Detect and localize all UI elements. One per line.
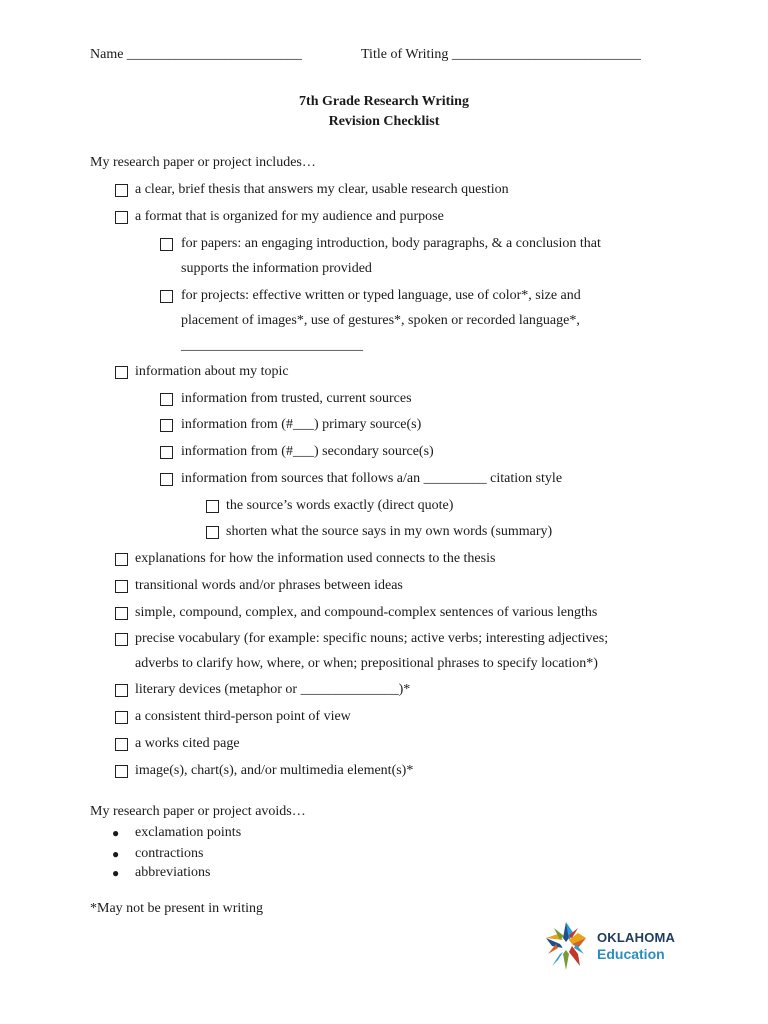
star-logo-icon bbox=[538, 918, 594, 974]
item-literary-devices: literary devices (metaphor or ______________)* bbox=[135, 682, 411, 697]
checkbox-direct-quote[interactable] bbox=[206, 500, 219, 513]
name-field-label: Name _________________________ bbox=[90, 47, 302, 62]
item-projects-continued: placement of images*, use of gestures*, spoken or recorded language*, bbox=[181, 313, 580, 328]
bullet-icon: ● bbox=[112, 847, 120, 861]
item-secondary-sources: information from (#___) secondary source(s) bbox=[181, 444, 434, 459]
checkbox-works-cited[interactable] bbox=[115, 738, 128, 751]
item-works-cited: a works cited page bbox=[135, 736, 240, 751]
item-transitional: transitional words and/or phrases between ideas bbox=[135, 578, 403, 593]
logo-line2: Education bbox=[597, 946, 665, 962]
avoid-item-exclamation: exclamation points bbox=[135, 825, 242, 840]
item-point-of-view: a consistent third-person point of view bbox=[135, 709, 351, 724]
avoid-item-abbreviations: abbreviations bbox=[135, 865, 211, 880]
checkbox-citation-style[interactable] bbox=[160, 473, 173, 486]
logo-line1: OKLAHOMA bbox=[597, 930, 676, 945]
checkbox-vocabulary[interactable] bbox=[115, 633, 128, 646]
page-subtitle: Revision Checklist bbox=[328, 114, 440, 129]
item-images: image(s), chart(s), and/or multimedia element(s)* bbox=[135, 763, 414, 778]
checkbox-summary[interactable] bbox=[206, 526, 219, 539]
checkbox-sentences[interactable] bbox=[115, 607, 128, 620]
checkbox-images[interactable] bbox=[115, 765, 128, 778]
checkbox-projects[interactable] bbox=[160, 290, 173, 303]
bullet-icon: ● bbox=[112, 866, 120, 880]
item-sentences: simple, compound, complex, and compound-complex sentences of various lengths bbox=[135, 605, 598, 620]
checkbox-primary-sources[interactable] bbox=[160, 419, 173, 432]
checkbox-papers[interactable] bbox=[160, 238, 173, 251]
item-papers-continued: supports the information provided bbox=[181, 261, 372, 276]
item-projects: for projects: effective written or typed language, use of color*, size and bbox=[181, 288, 581, 303]
checkbox-secondary-sources[interactable] bbox=[160, 446, 173, 459]
avoids-intro: My research paper or project avoids… bbox=[90, 804, 306, 819]
item-papers: for papers: an engaging introduction, body paragraphs, & a conclusion that bbox=[181, 236, 601, 251]
item-citation-style: information from sources that follows a/an _________ citation style bbox=[181, 471, 563, 486]
checkbox-thesis[interactable] bbox=[115, 184, 128, 197]
item-info-topic: information about my topic bbox=[135, 364, 289, 379]
item-primary-sources: information from (#___) primary source(s) bbox=[181, 417, 422, 432]
includes-intro: My research paper or project includes… bbox=[90, 155, 316, 170]
checkbox-trusted-sources[interactable] bbox=[160, 393, 173, 406]
bullet-icon: ● bbox=[112, 826, 120, 840]
checkbox-format[interactable] bbox=[115, 211, 128, 224]
checkbox-info-topic[interactable] bbox=[115, 366, 128, 379]
checkbox-transitional[interactable] bbox=[115, 580, 128, 593]
checkbox-literary-devices[interactable] bbox=[115, 684, 128, 697]
oklahoma-education-logo bbox=[538, 918, 683, 974]
item-vocabulary-continued: adverbs to clarify how, where, or when; prepositional phrases to specify location*) bbox=[135, 656, 598, 671]
item-direct-quote: the source’s words exactly (direct quote) bbox=[226, 498, 454, 513]
item-projects-blank: __________________________ bbox=[181, 338, 363, 353]
avoid-item-contractions: contractions bbox=[135, 846, 204, 861]
item-vocabulary: precise vocabulary (for example: specific nouns; active verbs; interesting adjectives; bbox=[135, 631, 609, 646]
footnote: *May not be present in writing bbox=[90, 901, 264, 916]
item-trusted-sources: information from trusted, current sources bbox=[181, 391, 412, 406]
checkbox-explanations[interactable] bbox=[115, 553, 128, 566]
page-title: 7th Grade Research Writing bbox=[299, 94, 469, 109]
item-format: a format that is organized for my audience and purpose bbox=[135, 209, 444, 224]
item-explanations: explanations for how the information used connects to the thesis bbox=[135, 551, 496, 566]
item-summary: shorten what the source says in my own words (summary) bbox=[226, 524, 553, 539]
checkbox-point-of-view[interactable] bbox=[115, 711, 128, 724]
item-thesis: a clear, brief thesis that answers my clear, usable research question bbox=[135, 182, 509, 197]
title-of-writing-field-label: Title of Writing ___________________________ bbox=[361, 47, 641, 62]
